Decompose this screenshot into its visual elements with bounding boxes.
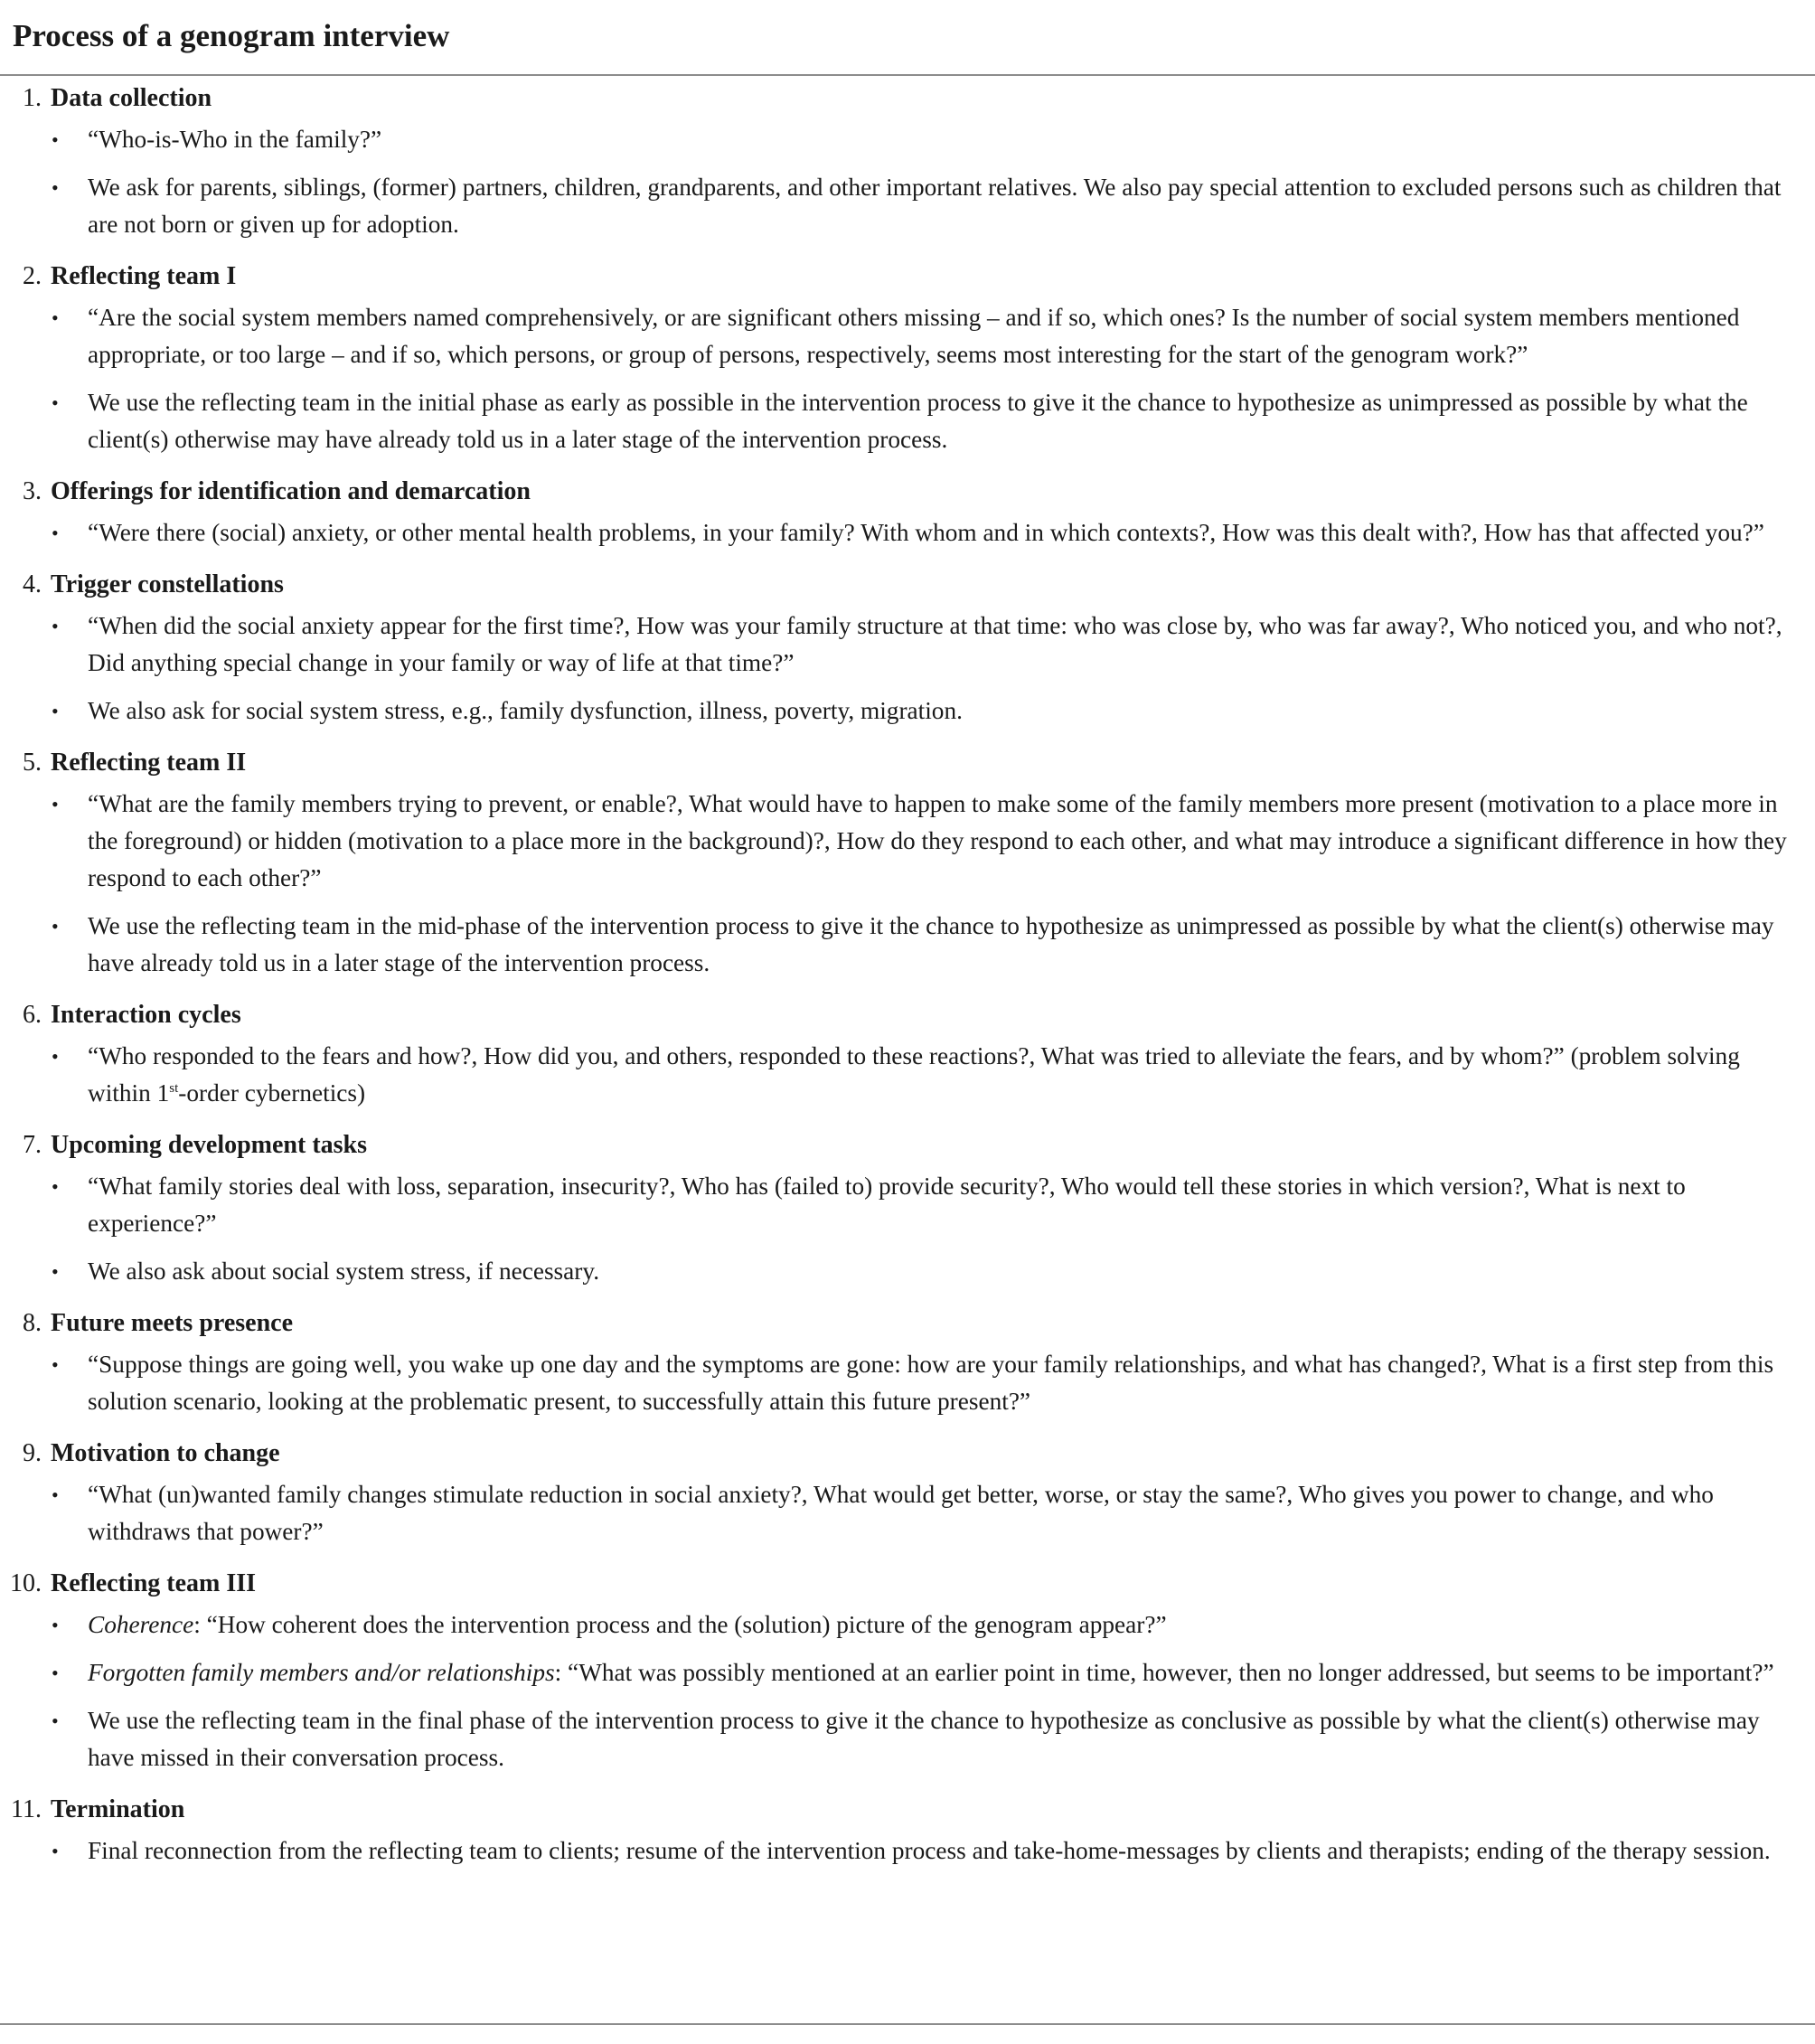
bullet-text: “What (un)wanted family changes stimulate reduction in social anxiety?, What would get better, worse, or stay the same?, Who gives you power to change, and who withdraws that power?” — [88, 1481, 1714, 1545]
bullet-dot-icon: • — [52, 1484, 59, 1506]
bullet-text: We use the reflecting team in the final phase of the intervention process to give it the chance to hypothesize as conclusive as possible by what the client(s) otherwise may have missed in their conversation process. — [88, 1707, 1760, 1771]
bullet-text: : “What was possibly mentioned at an earlier point in time, however, then no longer addressed, but seems to be important?” — [554, 1659, 1774, 1686]
bullet-text: “What are the family members trying to prevent, or enable?, What would have to happen to make some of the family members more present (motivation to a place more in the foreground) or hidden (motivation to a place more in the background)?, How do they respond to each other, and what may introduce a significant difference in how they respond to each other?” — [88, 790, 1787, 891]
bullet-text: Final reconnection from the reflecting team to clients; resume of the intervention process and take-home-messages by clients and therapists; ending of the therapy session. — [88, 1837, 1771, 1864]
step-title: Trigger constellations — [51, 570, 284, 598]
bullet-item — [0, 908, 1815, 982]
bullet-text: We ask for parents, siblings, (former) partners, children, grandparents, and other important relatives. We also pay special attention to excluded persons such as children that are not born or given up for adoption. — [88, 174, 1782, 238]
step-number: 7. — [23, 1131, 42, 1159]
bullet-item — [0, 608, 1815, 682]
bullet-dot-icon: • — [52, 128, 59, 151]
step-heading — [0, 1431, 1815, 1476]
bullet-dot-icon: • — [52, 915, 59, 937]
process-step — [0, 1431, 1815, 1550]
bullet-dot-icon: • — [52, 1353, 59, 1376]
process-step — [0, 1561, 1815, 1776]
bullet-item — [0, 1038, 1815, 1112]
bullet-item — [0, 692, 1815, 730]
bullet-item — [0, 299, 1815, 373]
step-heading — [0, 1301, 1815, 1346]
bullet-dot-icon: • — [52, 615, 59, 637]
bullet-dot-icon: • — [52, 1840, 59, 1862]
bullet-text: We also ask for social system stress, e.g., family dysfunction, illness, poverty, migration. — [88, 697, 963, 724]
step-title: Reflecting team III — [51, 1569, 257, 1597]
step-heading — [0, 1123, 1815, 1168]
process-step — [0, 254, 1815, 458]
step-number: 9. — [23, 1439, 42, 1467]
step-number: 8. — [23, 1309, 42, 1337]
process-step — [0, 740, 1815, 982]
process-step — [0, 1301, 1815, 1420]
bullet-text: “What family stories deal with loss, separation, insecurity?, Who has (failed to) provide security?, Who would tell these stories in which version?, What is next to experience?” — [88, 1173, 1686, 1237]
process-step — [0, 469, 1815, 551]
bullet-dot-icon: • — [52, 793, 59, 815]
step-title: Upcoming development tasks — [51, 1131, 368, 1159]
bullet-dot-icon: • — [52, 1662, 59, 1684]
bullet-dot-icon: • — [52, 176, 59, 199]
step-heading — [0, 1561, 1815, 1606]
step-title: Interaction cycles — [51, 1001, 241, 1029]
step-number: 1. — [23, 84, 42, 112]
table-title: Process of a genogram interview — [13, 18, 450, 53]
bullet-item — [0, 384, 1815, 458]
step-title: Reflecting team II — [51, 749, 247, 777]
step-title: Reflecting team I — [51, 262, 237, 290]
process-step — [0, 76, 1815, 243]
bullet-dot-icon: • — [52, 700, 59, 722]
step-number: 10. — [10, 1569, 42, 1597]
step-heading — [0, 254, 1815, 299]
bullet-dot-icon: • — [52, 1710, 59, 1732]
bullet-item — [0, 1702, 1815, 1776]
bullet-dot-icon: • — [52, 1614, 59, 1636]
bullet-dot-icon: • — [52, 306, 59, 329]
bullet-item — [0, 1346, 1815, 1420]
bullet-text: “Who-is-Who in the family?” — [88, 126, 382, 153]
process-step — [0, 993, 1815, 1112]
bullet-item — [0, 169, 1815, 243]
bullet-dot-icon: • — [52, 522, 59, 544]
step-title: Motivation to change — [51, 1439, 280, 1467]
bullet-dot-icon: • — [52, 391, 59, 414]
step-number: 2. — [23, 262, 42, 290]
step-heading — [0, 740, 1815, 786]
bullet-text: “Are the social system members named comprehensively, or are significant others missing – and if so, which ones? Is the number of social system members mentioned appropriate, or too large – and if so, which persons, or group of persons, respectively, seems most interesting for the start of the genogram work?” — [88, 304, 1740, 368]
bullet-item — [0, 121, 1815, 158]
bullet-text: “Suppose things are going well, you wake up one day and the symptoms are gone: how are your family relationships, and what has changed?, What is a first step from this solution scenario, looking at the problematic present, to successfully attain this future present?” — [88, 1351, 1774, 1415]
step-number: 6. — [23, 1001, 42, 1029]
step-heading — [0, 993, 1815, 1038]
step-title: Offerings for identification and demarcation — [51, 477, 531, 505]
bullet-item — [0, 1168, 1815, 1242]
bullet-dot-icon: • — [52, 1175, 59, 1198]
bullet-text: “Were there (social) anxiety, or other mental health problems, in your family? With whom and in which contexts?, How was this dealt with?, How has that affected you?” — [88, 519, 1764, 546]
bullet-item — [0, 1606, 1815, 1644]
bullet-text: “Who responded to the fears and how?, How did you, and others, responded to these reactions?, What was tried to alleviate the fears, and by whom?” (problem solving within 1 — [88, 1042, 1740, 1107]
bullet-item — [0, 1832, 1815, 1870]
process-step — [0, 562, 1815, 730]
bullet-text: We also ask about social system stress, if necessary. — [88, 1257, 600, 1285]
bullet-text: We use the reflecting team in the initial phase as early as possible in the intervention process to give it the chance to hypothesize as unimpressed as possible by what the client(s) otherwise may have already told us in a later stage of the intervention process. — [88, 389, 1748, 453]
bullet-text: “When did the social anxiety appear for the first time?, How was your family structure at that time: who was close by, who was far away?, Who noticed you, and who not?, Did anything special change in your family or way of life at that time?” — [88, 612, 1782, 676]
table-body — [0, 76, 1815, 1880]
step-number: 5. — [23, 749, 42, 777]
bullet-item — [0, 1253, 1815, 1290]
bullet-item — [0, 786, 1815, 897]
step-title: Data collection — [51, 84, 212, 112]
bullet-dot-icon: • — [52, 1045, 59, 1068]
table-header — [0, 0, 1815, 76]
bullet-item — [0, 1476, 1815, 1550]
bullet-text: : “How coherent does the intervention process and the (solution) picture of the genogram appear?” — [193, 1611, 1167, 1638]
step-title: Termination — [51, 1795, 185, 1823]
step-title: Future meets presence — [51, 1309, 293, 1337]
step-heading — [0, 562, 1815, 608]
bullet-emphasis: Forgotten family members and/or relationships — [88, 1659, 555, 1686]
bullet-superscript: st — [169, 1081, 179, 1096]
process-step — [0, 1787, 1815, 1870]
step-number: 3. — [23, 477, 42, 505]
step-heading — [0, 76, 1815, 121]
table-bottom-rule — [0, 2023, 1815, 2025]
step-number: 4. — [23, 570, 42, 598]
bullet-item — [0, 1654, 1815, 1691]
step-number: 11. — [11, 1795, 42, 1823]
bullet-text-continued: -order cybernetics) — [178, 1079, 366, 1107]
step-heading — [0, 1787, 1815, 1832]
bullet-item — [0, 514, 1815, 551]
bullet-text: We use the reflecting team in the mid-phase of the intervention process to give it the chance to hypothesize as unimpressed as possible by what the client(s) otherwise may have already told us in a later stage of the intervention process. — [88, 912, 1774, 976]
bullet-dot-icon: • — [52, 1260, 59, 1283]
process-step — [0, 1123, 1815, 1290]
bullet-emphasis: Coherence — [88, 1611, 194, 1638]
step-heading — [0, 469, 1815, 514]
